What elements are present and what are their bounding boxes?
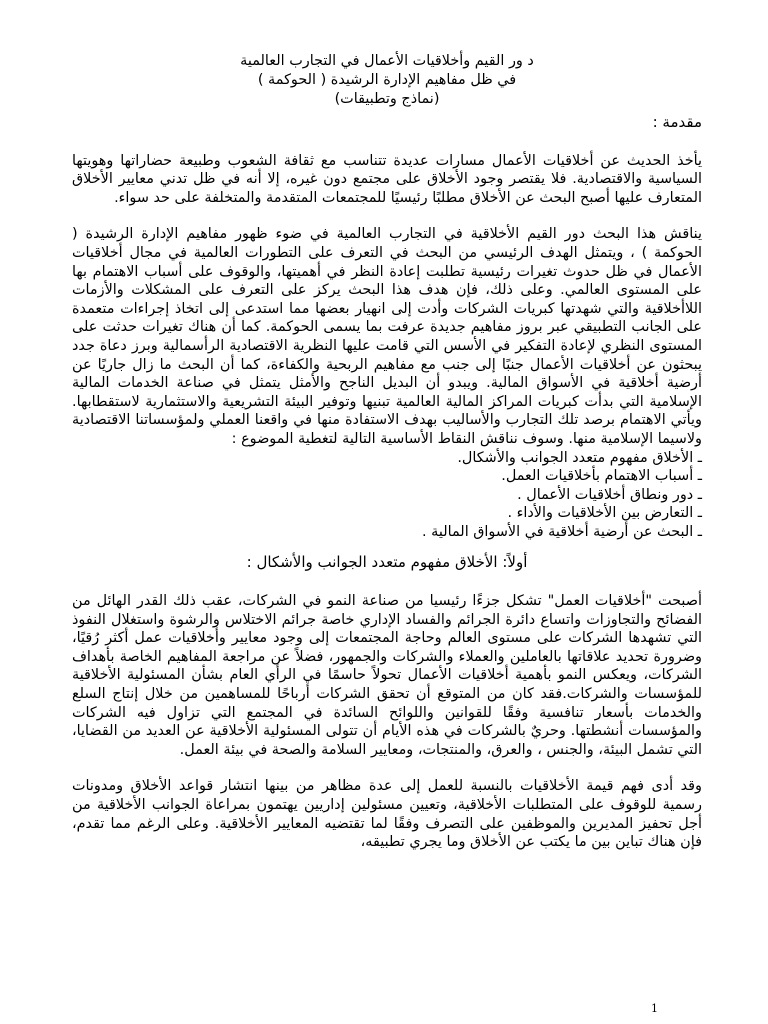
intro-paragraph-2: يناقش هذا البحث دور القيم الأخلاقية في التجارب العالمية في ضوء ظهور مفاهيم الإدارة الرشيدة ( الحوكمة ) ، ويتمثل الهدف الرئيسي من البحث في التعرف على التطورات العالمية في مجال أخلاقيات الأعمال في ظل حدوث تغيرات رئيسية تطلبت إعادة النظر في أهميتها، والوقوف على أسباب الاهتمام بها على المستوى العالمي. وعلى ذلك، فإن هدف هذا البحث يركز على التعرف على المشكلات والأزمات اللاأخلاقية والتي شهدتها كبريات الشركات وأدت إلى انهيار بعضها مما استدعى إلى اتخاذ إجراءات متعمدة على الجانب التطبيقي عبر بروز مفاهيم جديدة عرفت بما يسمى الحوكمة. كما أن هناك تغيرات حدثت على المستوى النظري لإعادة التفكير في الأسس التي قامت عليها النظرية الاقتصادية الرأسمالية وبرز دعاة جدد يبحثون عن أخلاقيات الأعمال جنبًا إلى جنب مع مفاهيم الربحية والكفاءة، كما أن البحث ما زال جاريًا عن أرضية أخلاقية في الأسواق المالية. ويبدو أن البديل الناجح والأمثل يتمثل في صناعة الخدمات المالية الإسلامية التي بدأت كبريات المراكز المالية العالمية تبنيها وتوفير البيئة التشريعية والاستثمارية لاستقطابها. ويأتي الاهتمام برصد تلك التجارب والأساليب بهدف الاستفادة منها في واقعنا العملي ولمؤسساتنا الاقتصادية ولاسيما الإسلامية منها. وسوف نناقش النقاط الأساسية التالية لتغطية الموضوع : xyxy=(72,226,702,447)
topic-item-2: ـ أسباب الاهتمام بأخلاقيات العمل. xyxy=(501,468,702,485)
section-one-paragraph-2: وقد أدى فهم قيمة الأخلاقيات بالنسبة للعمل إلى عدة مظاهر من بينها انتشار قواعد الأخلاق ومدونات رسمية للوقوف على المتطلبات الأخلاقية، وتعيين مسئولين إداريين يهتمون بمراعاة الجوانب الأخلاقية من أجل تحفيز المديرين والموظفين على التصرف وفقًا لما تقتضيه المعايير الأخلاقية. وعلى الرغم مما تقدم، فإن هناك تباين بين ما يكتب عن الأخلاق وما يجري تطبيقه، xyxy=(72,778,702,851)
topic-item-3: ـ دور ونطاق أخلاقيات الأعمال . xyxy=(517,486,702,503)
section-one-paragraph-1: أصبحت "أخلاقيات العمل" تشكل جزءًا رئيسيا من صناعة النمو في الشركات، عقب ذلك القدر الهائل من الفضائح والتجاوزات واتساع دائرة الجرائم والفساد الإداري خاصة جرائم الاختلاس والرشوة واستغلال النفوذ التي تشهدها الشركات على مستوى العالم وحاجة المجتمعات إلى وجود معايير وأخلاقيات عمل أكثر رُقيًا، وضرورة تحديد علاقاتها بالعاملين والعملاء والشركات والجمهور، فضلاً عن مراجعة المفاهيم الخاصة بأهداف الشركات، ويعكس النمو بأهمية أخلاقيات الأعمال تحولاً حاسمًا في الرأي العام بشأن المسئولية الأخلاقية للمؤسسات والشركات.فقد كان من المتوقع أن تحقق الشركات أرباحًا للمساهمين من خلال إنتاج السلع والخدمات بأسعار تنافسية وفقًا للقوانين واللوائح السائدة في المجتمع التي تزاول فيه الشركات والمؤسسات أنشطتها. وحريٌ بالشركات في هذه الأيام أن تتولى المسئولية الأخلاقية عن العديد من القضايا، التي تشمل البيئة، والجنس ، والعرق، والمنتجات، ومعايير السلامة والصحة في بيئة العمل. xyxy=(72,593,702,758)
document-title xyxy=(72,52,702,109)
page-number: 1 xyxy=(651,1002,658,1015)
topics-list xyxy=(72,449,702,542)
paragraph-gap xyxy=(72,207,702,225)
section-one-heading: أولاً: الأخلاق مفهوم متعدد الجوانب والأشكال : xyxy=(246,553,528,572)
title-line-3: (نماذج وتطبيقات) xyxy=(334,91,440,107)
document-body xyxy=(72,52,702,852)
topic-item-4: ـ التعارض بين الأخلاقيات والأداء . xyxy=(507,505,702,522)
topic-item-1: ـ الأخلاق مفهوم متعدد الجوانب والأشكال. xyxy=(457,449,702,466)
title-line-1: د ور القيم وأخلاقيات الأعمال في التجارب العالمية xyxy=(240,53,534,69)
intro-heading: مقدمة : xyxy=(652,113,702,131)
paragraph-gap xyxy=(72,759,702,777)
title-line-2: في ظل مفاهيم الإدارة الرشيدة ( الحوكمة ) xyxy=(257,72,517,88)
intro-paragraph-1: يأخذ الحديث عن أخلاقيات الأعمال مسارات عديدة تتناسب مع ثقافة الشعوب وطبيعة حضاراتها وهويتها السياسية والاقتصادية. فلا يقتصر وجود الأخلاق على مجتمع دون غيره، إلا أنه في ظل تدني معايير الأخلاق المتعارف عليها أصبح البحث عن الأخلاق مطلبًا رئيسيًا للمجتمعات المتقدمة والمتخلفة على حد سواء. xyxy=(72,152,702,206)
topic-item-5: ـ البحث عن أرضية أخلاقية في الأسواق المالية . xyxy=(422,523,702,540)
